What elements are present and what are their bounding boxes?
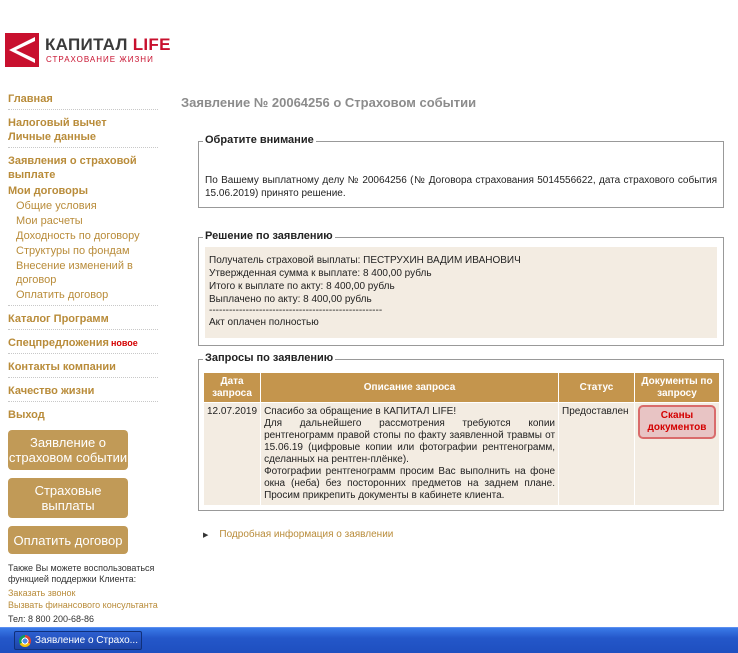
requests-table bbox=[203, 372, 720, 506]
request-description bbox=[261, 403, 559, 506]
col-status: Статус bbox=[559, 373, 635, 403]
company-logo[interactable] bbox=[5, 33, 171, 69]
decision-details bbox=[205, 247, 717, 338]
total-act-line: Итого к выплате по акту: 8 400,00 рубль bbox=[209, 281, 395, 292]
request-date: 12.07.2019 bbox=[204, 403, 261, 506]
divider bbox=[8, 401, 158, 402]
request-documents bbox=[634, 403, 719, 506]
nav-home[interactable]: Главная bbox=[8, 93, 53, 105]
col-documents: Документы по запросу bbox=[634, 373, 719, 403]
claim-event-button[interactable]: Заявление о страховом событии bbox=[8, 430, 128, 470]
logo-mark-icon bbox=[5, 33, 39, 67]
requests-panel bbox=[198, 352, 724, 511]
col-date: Дата запроса bbox=[204, 373, 261, 403]
nav-sub-yield[interactable]: Доходность по договору bbox=[16, 230, 140, 242]
desc-line: Для дальнейшего рассмотрения требуются копии рентгенограмм правой стопы по факту заявленной травмы от 15.06.19 (цифровые копии или фотографии рентгенограмм, сделанных на рентген-плёнке). bbox=[264, 418, 556, 465]
nav-my-contracts[interactable]: Мои договоры bbox=[8, 185, 89, 197]
nav-tax-deduction[interactable]: Налоговый вычет bbox=[8, 117, 107, 129]
page-title: Заявление № 20064256 о Страховом событии bbox=[181, 95, 477, 110]
chrome-icon bbox=[19, 635, 31, 647]
new-badge: новое bbox=[110, 338, 138, 348]
support-phone: Тел: 8 800 200-68-86 bbox=[8, 614, 95, 624]
nav-special-label: Спецпредложения bbox=[8, 337, 109, 349]
divider bbox=[8, 109, 158, 110]
nav-logout[interactable]: Выход bbox=[8, 409, 45, 421]
taskbar-window-button[interactable] bbox=[14, 631, 142, 650]
decision-legend: Решение по заявлению bbox=[205, 230, 333, 242]
taskbar-window-title: Заявление о Страхо... bbox=[35, 635, 138, 646]
divider bbox=[8, 377, 158, 378]
taskbar bbox=[0, 627, 738, 653]
request-status: Предоставлен bbox=[559, 403, 635, 506]
divider bbox=[8, 353, 158, 354]
table-row bbox=[204, 403, 720, 506]
nav-sub-fund-structure[interactable]: Структуры по фондам bbox=[16, 245, 130, 257]
logo-subtitle: СТРАХОВАНИЕ ЖИЗНИ bbox=[46, 55, 154, 64]
more-info-label: Подробная информация о заявлении bbox=[219, 529, 394, 540]
nav-catalog[interactable]: Каталог Программ bbox=[8, 313, 109, 325]
requests-legend: Запросы по заявлению bbox=[205, 352, 334, 364]
desc-line: Фотографии рентгенограмм просим Вас выполнить на фоне окна (неба) без посторонних предметов на заднем плане. Просим прикрепить документы в кабинете клиента. bbox=[264, 466, 556, 501]
insurance-payments-button[interactable]: Страховые выплаты bbox=[8, 478, 128, 518]
nav-claims[interactable]: Заявления о страховой выплате bbox=[8, 155, 137, 181]
notice-legend: Обратите внимание bbox=[205, 134, 314, 146]
pay-contract-button[interactable]: Оплатить договор bbox=[8, 526, 128, 554]
nav-sub-pay-contract[interactable]: Оплатить договор bbox=[16, 289, 109, 301]
table-header-row bbox=[204, 373, 720, 403]
divider bbox=[8, 329, 158, 330]
order-call-link[interactable]: Заказать звонок bbox=[8, 588, 76, 598]
more-info-link[interactable] bbox=[203, 529, 393, 540]
payment-status-line: Акт оплачен полностью bbox=[209, 317, 319, 328]
triangle-right-icon: ▶ bbox=[203, 532, 209, 539]
notice-text: По Вашему выплатному делу № 20064256 (№ Договора страхования 5014556622, дата страхового события 15.06.2019) принято решение. bbox=[205, 175, 717, 199]
recipient-line: Получатель страховой выплаты: ПЕСТРУХИН ВАДИМ ИВАНОВИЧ bbox=[209, 255, 521, 266]
scan-documents-button[interactable]: Сканы документов bbox=[638, 405, 716, 439]
nav-contacts[interactable]: Контакты компании bbox=[8, 361, 116, 373]
call-consultant-link[interactable]: Вызвать финансового консультанта bbox=[8, 600, 158, 610]
nav-quality-of-life[interactable]: Качество жизни bbox=[8, 385, 95, 397]
notice-panel bbox=[198, 134, 724, 208]
divider bbox=[8, 305, 158, 306]
col-description: Описание запроса bbox=[261, 373, 559, 403]
sidebar bbox=[8, 92, 158, 625]
nav-sub-my-calculations[interactable]: Мои расчеты bbox=[16, 215, 83, 227]
nav-sub-general-terms[interactable]: Общие условия bbox=[16, 200, 97, 212]
approved-amount-line: Утвержденная сумма к выплате: 8 400,00 рубль bbox=[209, 268, 432, 279]
nav-special-offers[interactable] bbox=[8, 336, 158, 350]
decision-divider: ---------------------------------------------------- bbox=[209, 305, 383, 316]
paid-act-line: Выплачено по акту: 8 400,00 рубль bbox=[209, 294, 372, 305]
divider bbox=[8, 147, 158, 148]
nav-sub-changes[interactable]: Внесение изменений в договор bbox=[16, 260, 133, 286]
decision-panel bbox=[198, 230, 724, 346]
support-text: Также Вы можете воспользоваться функцией поддержки Клиента: bbox=[8, 563, 155, 584]
desc-line: Спасибо за обращение в КАПИТАЛ LIFE! bbox=[264, 406, 457, 417]
nav-personal-data[interactable]: Личные данные bbox=[8, 131, 96, 143]
logo-title: КАПИТАЛ LIFE bbox=[45, 35, 171, 54]
